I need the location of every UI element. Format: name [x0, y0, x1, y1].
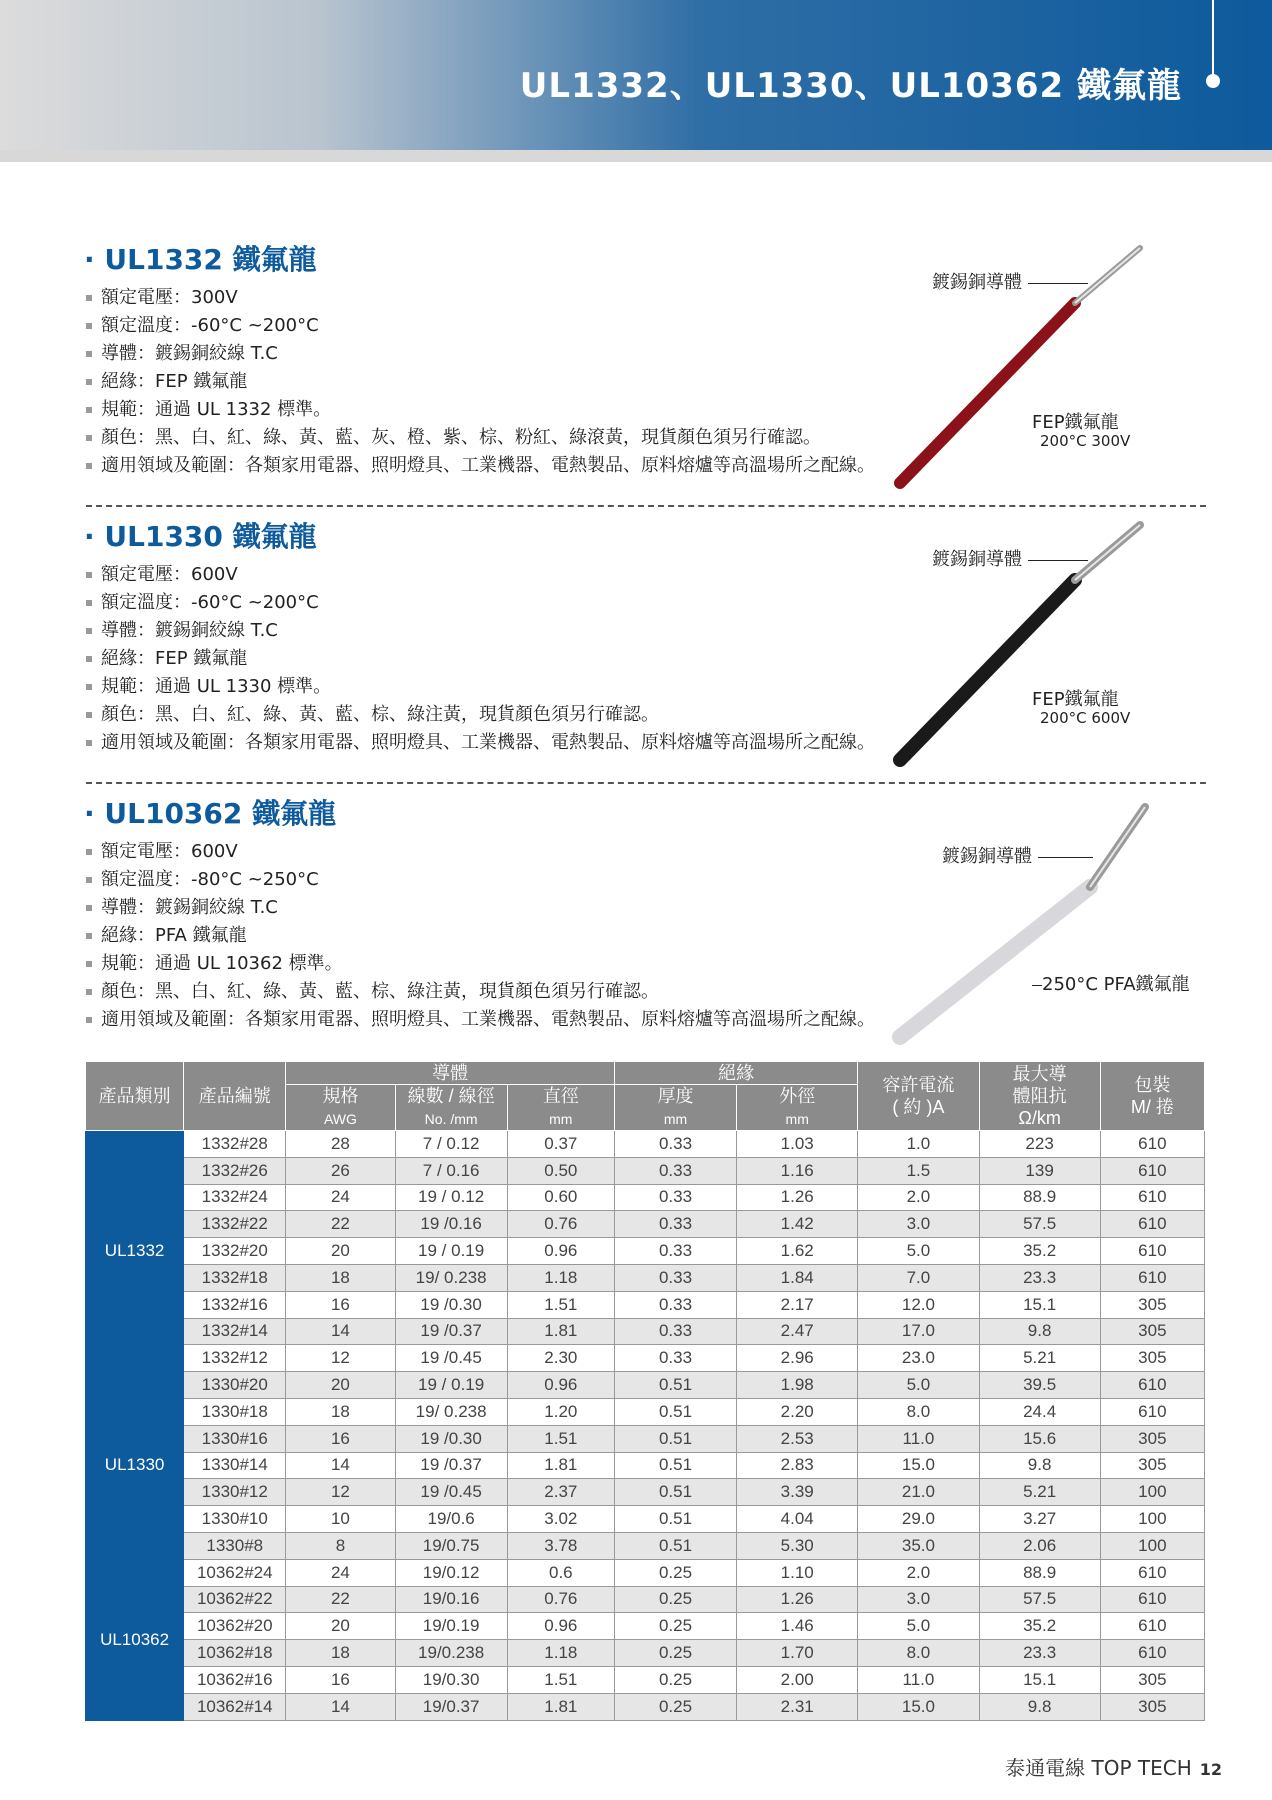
table-cell: 10362#14 — [184, 1693, 286, 1720]
label-conductor: 鍍錫銅導體 — [932, 545, 1088, 571]
table-cell: 2.53 — [737, 1425, 858, 1452]
table-cell: 0.51 — [614, 1532, 736, 1559]
table-cell: 21.0 — [858, 1479, 979, 1506]
table-cell: 2.37 — [507, 1479, 614, 1506]
table-cell: 0.96 — [507, 1372, 614, 1399]
table-row — [86, 1640, 1205, 1667]
table-cell: 19 / 0.19 — [395, 1238, 507, 1265]
table-cell: 24.4 — [979, 1398, 1100, 1425]
table-cell: 18 — [286, 1264, 395, 1291]
section-title: · UL10362 鐵氟龍 — [84, 797, 337, 830]
th-insulation: 絕緣 — [614, 1062, 857, 1085]
divider — [86, 782, 1206, 784]
table-cell: 610 — [1100, 1640, 1204, 1667]
table-cell: 100 — [1100, 1532, 1204, 1559]
table-cell: 2.0 — [858, 1184, 979, 1211]
spec-item: 顏色：黑、白、紅、綠、黃、藍、棕、綠注黃，現貨顏色須另行確認。 — [86, 701, 875, 729]
table-cell: 8 — [286, 1532, 395, 1559]
table-cell: 1332#18 — [184, 1264, 286, 1291]
table-cell: 1330#20 — [184, 1372, 286, 1399]
table-row — [86, 1693, 1205, 1720]
spec-item: 額定電壓：600V — [86, 561, 875, 589]
table-cell: 0.51 — [614, 1479, 736, 1506]
table-cell: 1.0 — [858, 1131, 979, 1158]
table-cell: 15.6 — [979, 1425, 1100, 1452]
table-cell: 19 /0.37 — [395, 1318, 507, 1345]
table-cell: 3.78 — [507, 1532, 614, 1559]
table-cell: 0.33 — [614, 1345, 736, 1372]
table-cell: 35.0 — [858, 1532, 979, 1559]
spec-table — [85, 1061, 1205, 1721]
table-cell: 14 — [286, 1318, 395, 1345]
table-cell: 5.0 — [858, 1372, 979, 1399]
table-cell: 1330#12 — [184, 1479, 286, 1506]
table-cell: 1332#16 — [184, 1291, 286, 1318]
table-cell: 15.0 — [858, 1693, 979, 1720]
table-cell: 8.0 — [858, 1398, 979, 1425]
table-cell: 0.6 — [507, 1559, 614, 1586]
spec-item: 絕緣：FEP 鐵氟龍 — [86, 645, 875, 673]
table-row — [86, 1586, 1205, 1613]
table-cell: 2.83 — [737, 1452, 858, 1479]
table-cell: 610 — [1100, 1184, 1204, 1211]
table-cell: 35.2 — [979, 1238, 1100, 1265]
table-cell: 3.0 — [858, 1586, 979, 1613]
table-cell: 10362#24 — [184, 1559, 286, 1586]
table-cell: 305 — [1100, 1291, 1204, 1318]
table-cell: 2.20 — [737, 1398, 858, 1425]
table-cell: 5.21 — [979, 1479, 1100, 1506]
table-cell: 610 — [1100, 1559, 1204, 1586]
section-title: · UL1332 鐵氟龍 — [84, 243, 317, 276]
table-cell: 11.0 — [858, 1425, 979, 1452]
footer: 泰通電線 TOP TECH 12 — [1005, 1756, 1222, 1780]
label-rating: 200°C 300V — [1040, 432, 1131, 450]
table-cell: 100 — [1100, 1506, 1204, 1533]
header-strip — [0, 150, 1272, 162]
table-cell: 39.5 — [979, 1372, 1100, 1399]
spec-item: 導體：鍍錫銅絞線 T.C — [86, 340, 875, 368]
table-cell: 305 — [1100, 1666, 1204, 1693]
table-cell: 0.51 — [614, 1398, 736, 1425]
spec-item: 規範：通過 UL 1332 標準。 — [86, 396, 875, 424]
table-cell: 1332#28 — [184, 1131, 286, 1158]
table-cell: 0.33 — [614, 1211, 736, 1238]
table-cell: 23.3 — [979, 1640, 1100, 1667]
th-current: 容許電流 ( 約 )A — [858, 1062, 979, 1131]
table-cell: 88.9 — [979, 1184, 1100, 1211]
spec-item: 額定溫度：-60°C ~200°C — [86, 312, 875, 340]
spec-item: 規範：通過 UL 10362 標準。 — [86, 950, 875, 978]
label-insulation: FEP鐵氟龍 — [1032, 689, 1119, 710]
table-cell: 10362#18 — [184, 1640, 286, 1667]
table-cell: 88.9 — [979, 1559, 1100, 1586]
table-cell: 17.0 — [858, 1318, 979, 1345]
table-cell: 19/0.12 — [395, 1559, 507, 1586]
table-cell: 0.25 — [614, 1613, 736, 1640]
table-cell: 10362#16 — [184, 1666, 286, 1693]
table-cell: 12 — [286, 1479, 395, 1506]
table-cell: 0.33 — [614, 1318, 736, 1345]
category-cell: UL1330 — [86, 1372, 184, 1560]
table-cell: 2.0 — [858, 1559, 979, 1586]
section-title: · UL1330 鐵氟龍 — [84, 520, 317, 553]
table-cell: 1332#26 — [184, 1157, 286, 1184]
table-cell: 7 / 0.12 — [395, 1131, 507, 1158]
th-category: 產品類別 — [86, 1062, 184, 1131]
table-cell: 0.60 — [507, 1184, 614, 1211]
category-cell: UL10362 — [86, 1559, 184, 1720]
table-cell: 19/0.30 — [395, 1666, 507, 1693]
divider — [86, 505, 1206, 507]
table-cell: 1.62 — [737, 1238, 858, 1265]
th-conductor: 導體 — [286, 1062, 615, 1085]
table-cell: 0.33 — [614, 1184, 736, 1211]
table-cell: 35.2 — [979, 1613, 1100, 1640]
table-cell: 10 — [286, 1506, 395, 1533]
table-cell: 20 — [286, 1238, 395, 1265]
spec-item: 額定溫度：-60°C ~200°C — [86, 589, 875, 617]
table-cell: 19 / 0.12 — [395, 1184, 507, 1211]
table-cell: 0.96 — [507, 1238, 614, 1265]
table-row — [86, 1238, 1205, 1265]
table-cell: 2.31 — [737, 1693, 858, 1720]
table-cell: 2.30 — [507, 1345, 614, 1372]
table-row — [86, 1211, 1205, 1238]
table-cell: 610 — [1100, 1238, 1204, 1265]
table-cell: 5.0 — [858, 1238, 979, 1265]
table-row — [86, 1291, 1205, 1318]
table-cell: 0.96 — [507, 1613, 614, 1640]
wire-image — [890, 797, 1150, 1047]
label-insulation: 250°C PFA鐵氟龍 — [1032, 970, 1190, 996]
table-cell: 2.96 — [737, 1345, 858, 1372]
th-pack: 包裝 M/ 捲 — [1100, 1062, 1204, 1131]
table-cell: 14 — [286, 1693, 395, 1720]
table-cell: 5.30 — [737, 1532, 858, 1559]
table-cell: 1.5 — [858, 1157, 979, 1184]
table-cell: 0.25 — [614, 1559, 736, 1586]
table-cell: 19 /0.37 — [395, 1452, 507, 1479]
table-row — [86, 1157, 1205, 1184]
table-cell: 0.51 — [614, 1452, 736, 1479]
category-cell: UL1332 — [86, 1131, 184, 1372]
table-cell: 19 / 0.19 — [395, 1372, 507, 1399]
spec-item: 導體：鍍錫銅絞線 T.C — [86, 617, 875, 645]
table-cell: 15.1 — [979, 1666, 1100, 1693]
spec-item: 額定電壓：300V — [86, 284, 875, 312]
table-cell: 1332#24 — [184, 1184, 286, 1211]
table-cell: 5.21 — [979, 1345, 1100, 1372]
table-cell: 7.0 — [858, 1264, 979, 1291]
table-cell: 11.0 — [858, 1666, 979, 1693]
table-row — [86, 1425, 1205, 1452]
table-cell: 19 /0.30 — [395, 1291, 507, 1318]
table-cell: 20 — [286, 1613, 395, 1640]
table-cell: 305 — [1100, 1425, 1204, 1452]
table-cell: 1.18 — [507, 1264, 614, 1291]
table-cell: 1.20 — [507, 1398, 614, 1425]
table-cell: 0.76 — [507, 1211, 614, 1238]
table-row — [86, 1184, 1205, 1211]
label-conductor: 鍍錫銅導體 — [932, 268, 1088, 294]
table-row — [86, 1479, 1205, 1506]
table-cell: 2.00 — [737, 1666, 858, 1693]
th-outer-diameter: 外徑 mm — [737, 1085, 858, 1131]
table-cell: 1.51 — [507, 1425, 614, 1452]
table-cell: 1330#18 — [184, 1398, 286, 1425]
spec-list — [86, 838, 875, 1034]
table-cell: 23.0 — [858, 1345, 979, 1372]
table-row — [86, 1613, 1205, 1640]
table-cell: 610 — [1100, 1372, 1204, 1399]
table-cell: 305 — [1100, 1693, 1204, 1720]
table-row — [86, 1345, 1205, 1372]
table-cell: 1332#14 — [184, 1318, 286, 1345]
table-cell: 19/0.238 — [395, 1640, 507, 1667]
table-cell: 0.25 — [614, 1586, 736, 1613]
table-cell: 610 — [1100, 1398, 1204, 1425]
table-cell: 19/ 0.238 — [395, 1264, 507, 1291]
table-cell: 16 — [286, 1666, 395, 1693]
table-cell: 305 — [1100, 1452, 1204, 1479]
table-cell: 610 — [1100, 1264, 1204, 1291]
table-cell: 1.51 — [507, 1291, 614, 1318]
table-cell: 5.0 — [858, 1613, 979, 1640]
table-cell: 1.26 — [737, 1586, 858, 1613]
table-cell: 0.33 — [614, 1264, 736, 1291]
table-cell: 3.27 — [979, 1506, 1100, 1533]
table-cell: 19/ 0.238 — [395, 1398, 507, 1425]
table-cell: 1.10 — [737, 1559, 858, 1586]
table-row — [86, 1666, 1205, 1693]
table-cell: 19 /0.16 — [395, 1211, 507, 1238]
spec-item: 適用領域及範圍：各類家用電器、照明燈具、工業機器、電熱製品、原料熔爐等高溫場所之配線。 — [86, 1006, 875, 1034]
spec-item: 顏色：黑、白、紅、綠、黃、藍、棕、綠注黃，現貨顏色須另行確認。 — [86, 978, 875, 1006]
table-cell: 0.33 — [614, 1291, 736, 1318]
table-row — [86, 1559, 1205, 1586]
th-resistance: 最大導 體阻抗 Ω/km — [979, 1062, 1100, 1131]
table-cell: 19/0.75 — [395, 1532, 507, 1559]
table-cell: 22 — [286, 1586, 395, 1613]
table-cell: 1.26 — [737, 1184, 858, 1211]
table-cell: 12.0 — [858, 1291, 979, 1318]
table-cell: 26 — [286, 1157, 395, 1184]
table-cell: 1.70 — [737, 1640, 858, 1667]
label-insulation: FEP鐵氟龍 — [1032, 412, 1119, 433]
table-cell: 0.25 — [614, 1666, 736, 1693]
table-cell: 1330#14 — [184, 1452, 286, 1479]
table-cell: 1332#20 — [184, 1238, 286, 1265]
table-cell: 1.42 — [737, 1211, 858, 1238]
table-cell: 223 — [979, 1131, 1100, 1158]
table-cell: 1332#12 — [184, 1345, 286, 1372]
th-code: 產品編號 — [184, 1062, 286, 1131]
th-strand: 線數 / 線徑 No. /mm — [395, 1085, 507, 1131]
table-cell: 1.84 — [737, 1264, 858, 1291]
table-cell: 1330#16 — [184, 1425, 286, 1452]
table-cell: 3.39 — [737, 1479, 858, 1506]
table-cell: 3.0 — [858, 1211, 979, 1238]
table-cell: 15.0 — [858, 1452, 979, 1479]
table-cell: 12 — [286, 1345, 395, 1372]
table-cell: 9.8 — [979, 1452, 1100, 1479]
table-cell: 24 — [286, 1559, 395, 1586]
table-cell: 29.0 — [858, 1506, 979, 1533]
spec-item: 額定溫度：-80°C ~250°C — [86, 866, 875, 894]
table-cell: 57.5 — [979, 1586, 1100, 1613]
table-cell: 9.8 — [979, 1693, 1100, 1720]
spec-item: 規範：通過 UL 1330 標準。 — [86, 673, 875, 701]
table-row — [86, 1532, 1205, 1559]
table-cell: 19/0.37 — [395, 1693, 507, 1720]
table-cell: 9.8 — [979, 1318, 1100, 1345]
table-cell: 0.33 — [614, 1131, 736, 1158]
header-line — [1212, 0, 1214, 78]
table-cell: 14 — [286, 1452, 395, 1479]
table-cell: 0.25 — [614, 1693, 736, 1720]
table-cell: 610 — [1100, 1613, 1204, 1640]
table-cell: 1332#22 — [184, 1211, 286, 1238]
page-title: UL1332、UL1330、UL10362 鐵氟龍 — [519, 66, 1182, 106]
table-cell: 0.33 — [614, 1157, 736, 1184]
table-cell: 19/0.16 — [395, 1586, 507, 1613]
spec-list — [86, 284, 875, 480]
table-cell: 10362#22 — [184, 1586, 286, 1613]
table-cell: 1.81 — [507, 1693, 614, 1720]
table-cell: 1.98 — [737, 1372, 858, 1399]
table-cell: 0.51 — [614, 1506, 736, 1533]
table-cell: 610 — [1100, 1211, 1204, 1238]
table-cell: 7 / 0.16 — [395, 1157, 507, 1184]
table-cell: 19/0.19 — [395, 1613, 507, 1640]
header-dot — [1206, 74, 1220, 88]
table-cell: 10362#20 — [184, 1613, 286, 1640]
spec-item: 額定電壓：600V — [86, 838, 875, 866]
table-cell: 610 — [1100, 1157, 1204, 1184]
table-cell: 610 — [1100, 1586, 1204, 1613]
table-row — [86, 1506, 1205, 1533]
label-conductor: 鍍錫銅導體 — [942, 842, 1093, 868]
th-awg: 規格 AWG — [286, 1085, 395, 1131]
table-cell: 16 — [286, 1291, 395, 1318]
table-cell: 305 — [1100, 1318, 1204, 1345]
table-cell: 0.25 — [614, 1640, 736, 1667]
table-cell: 19 /0.45 — [395, 1479, 507, 1506]
table-row — [86, 1131, 1205, 1158]
table-cell: 0.51 — [614, 1372, 736, 1399]
table-cell: 22 — [286, 1211, 395, 1238]
table-cell: 19/0.6 — [395, 1506, 507, 1533]
table-cell: 15.1 — [979, 1291, 1100, 1318]
table-row — [86, 1398, 1205, 1425]
table-cell: 1.81 — [507, 1318, 614, 1345]
spec-list — [86, 561, 875, 757]
table-cell: 1.51 — [507, 1666, 614, 1693]
table-cell: 0.37 — [507, 1131, 614, 1158]
table-cell: 1330#8 — [184, 1532, 286, 1559]
table-row — [86, 1452, 1205, 1479]
table-cell: 28 — [286, 1131, 395, 1158]
spec-item: 導體：鍍錫銅絞線 T.C — [86, 894, 875, 922]
table-cell: 18 — [286, 1398, 395, 1425]
table-cell: 2.06 — [979, 1532, 1100, 1559]
table-cell: 305 — [1100, 1345, 1204, 1372]
spec-item: 絕緣：PFA 鐵氟龍 — [86, 922, 875, 950]
table-cell: 24 — [286, 1184, 395, 1211]
table-cell: 1.81 — [507, 1452, 614, 1479]
label-rating: 200°C 600V — [1040, 709, 1131, 727]
table-cell: 610 — [1100, 1131, 1204, 1158]
table-row — [86, 1372, 1205, 1399]
table-cell: 19 /0.45 — [395, 1345, 507, 1372]
table-cell: 1.46 — [737, 1613, 858, 1640]
table-cell: 16 — [286, 1425, 395, 1452]
table-cell: 0.51 — [614, 1425, 736, 1452]
th-diameter: 直徑 mm — [507, 1085, 614, 1131]
table-cell: 1.03 — [737, 1131, 858, 1158]
table-cell: 19 /0.30 — [395, 1425, 507, 1452]
spec-item: 適用領域及範圍：各類家用電器、照明燈具、工業機器、電熱製品、原料熔爐等高溫場所之配線。 — [86, 729, 875, 757]
th-thickness: 厚度 mm — [614, 1085, 736, 1131]
table-row — [86, 1318, 1205, 1345]
table-cell: 0.33 — [614, 1238, 736, 1265]
table-cell: 3.02 — [507, 1506, 614, 1533]
table-cell: 20 — [286, 1372, 395, 1399]
table-cell: 2.17 — [737, 1291, 858, 1318]
table-cell: 8.0 — [858, 1640, 979, 1667]
table-cell: 1.16 — [737, 1157, 858, 1184]
table-cell: 100 — [1100, 1479, 1204, 1506]
spec-item: 顏色：黑、白、紅、綠、黃、藍、灰、橙、紫、棕、粉紅、綠滾黃，現貨顏色須另行確認。 — [86, 424, 875, 452]
table-cell: 18 — [286, 1640, 395, 1667]
header-banner — [0, 0, 1272, 150]
table-cell: 1330#10 — [184, 1506, 286, 1533]
table-cell: 0.50 — [507, 1157, 614, 1184]
table-cell: 2.47 — [737, 1318, 858, 1345]
table-cell: 0.76 — [507, 1586, 614, 1613]
table-cell: 57.5 — [979, 1211, 1100, 1238]
table-cell: 23.3 — [979, 1264, 1100, 1291]
table-cell: 1.18 — [507, 1640, 614, 1667]
table-cell: 139 — [979, 1157, 1100, 1184]
spec-item: 絕緣：FEP 鐵氟龍 — [86, 368, 875, 396]
table-cell: 4.04 — [737, 1506, 858, 1533]
table-row — [86, 1264, 1205, 1291]
spec-item: 適用領域及範圍：各類家用電器、照明燈具、工業機器、電熱製品、原料熔爐等高溫場所之配線。 — [86, 452, 875, 480]
